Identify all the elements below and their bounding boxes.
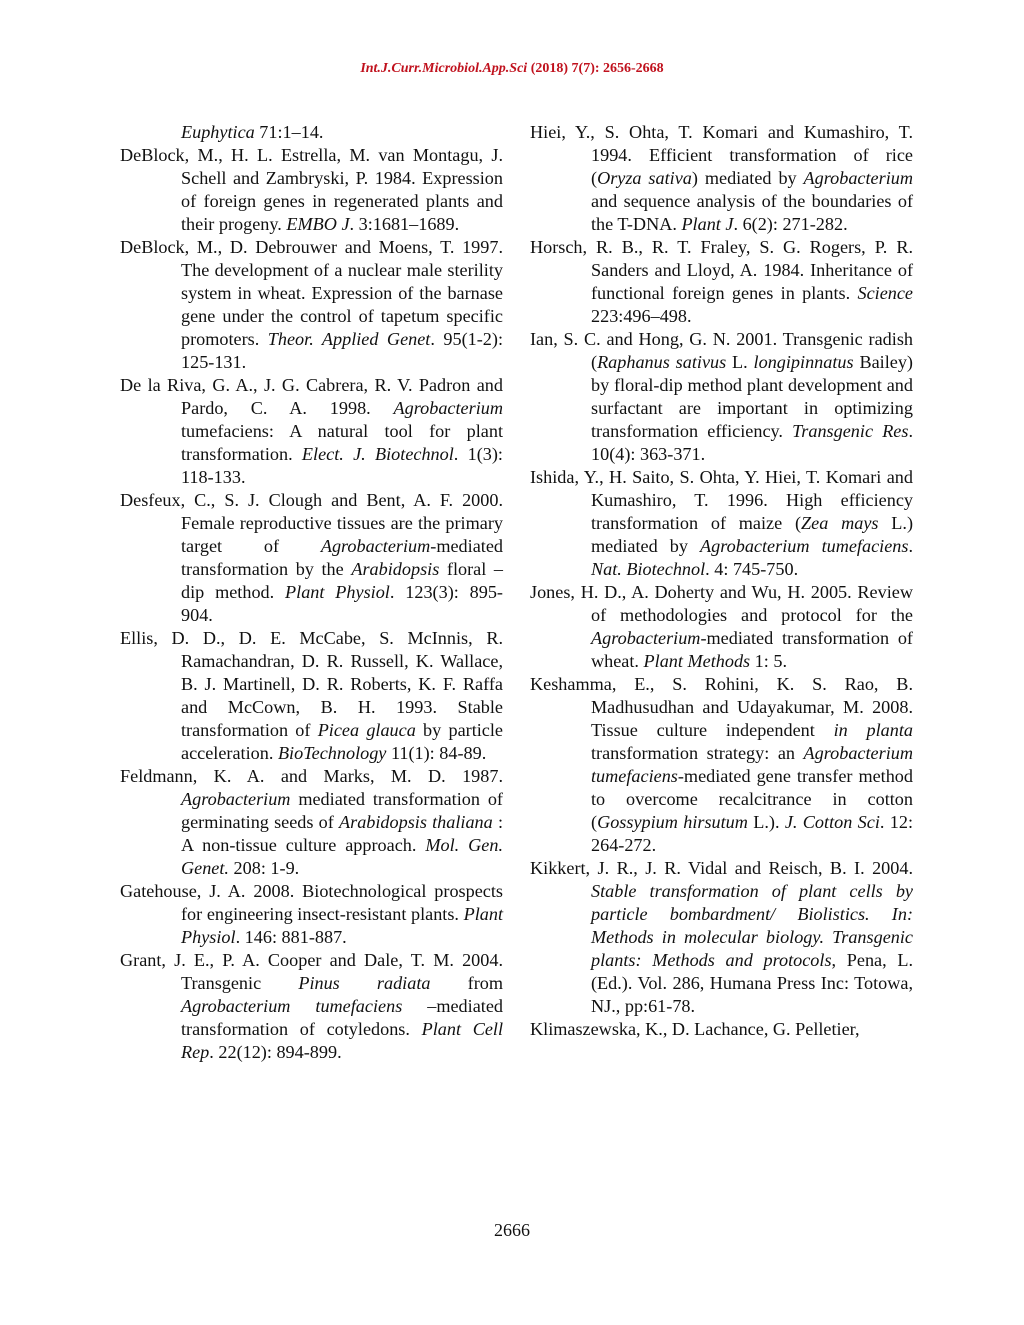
reference-entry: [120, 489, 503, 627]
reference-italic-text: Agrobacterium: [591, 628, 701, 648]
reference-italic-text: Nat. Biotechnol: [591, 559, 706, 579]
page-number: 2666: [494, 1220, 530, 1240]
reference-italic-text: Agrobacterium tumefaciens: [181, 996, 403, 1016]
references-right-column: [530, 121, 913, 1041]
reference-text: . 6(2): 271-282.: [733, 214, 848, 234]
reference-entry: [120, 765, 503, 880]
reference-text: ) mediated by: [691, 168, 804, 188]
reference-entry: [120, 949, 503, 1064]
reference-text: 11(1): 84-89.: [386, 743, 487, 763]
reference-text: by particle acceleration.: [181, 720, 503, 763]
reference-text: Ishida, Y., H. Saito, S. Ohta, Y. Hiei, T. Komari and Kumashiro, T. 1996. High efficiency transformation of maize (: [530, 467, 913, 533]
reference-text: Hiei, Y., S. Ohta, T. Komari and Kumashiro, T. 1994. Efficient transformation of rice (: [530, 122, 913, 188]
reference-text: Kikkert, J. R., J. R. Vidal and Reisch, B. I. 2004.: [530, 858, 913, 878]
reference-text: 71:1–14.: [254, 122, 324, 142]
reference-italic-text: Agrobacterium tumefaciens: [700, 536, 909, 556]
reference-text: Klimaszewska, K., D. Lachance, G. Pelletier,: [530, 1019, 860, 1039]
reference-italic-text: Raphanus sativus: [597, 352, 727, 372]
journal-issue: (2018) 7(7): 2656-2668: [527, 61, 664, 76]
reference-text: . 95(1-2): 125-131.: [181, 329, 503, 372]
reference-entry: [530, 857, 913, 1018]
reference-text: Ian, S. C. and Hong, G. N. 2001. Transgenic radish (: [530, 329, 913, 372]
reference-text: . 22(12): 894-899.: [209, 1042, 342, 1062]
reference-text: mediated transformation of germinating seeds of: [181, 789, 503, 832]
reference-entry: [530, 328, 913, 466]
reference-text: Ellis, D. D., D. E. McCabe, S. McInnis, R. Ramachandran, D. R. Russell, K. Wallace, B. J. Martinell, D. R. Roberts, K. F. Raffa and McCown, B. H. 1993. Stable transformation of: [120, 628, 503, 740]
reference-italic-text: Plant Physiol: [285, 582, 390, 602]
reference-italic-text: Plant Cell Rep: [181, 1019, 503, 1062]
reference-italic-text: Oryza sativa: [597, 168, 692, 188]
reference-text: Keshamma, E., S. Rohini, K. S. Rao, B. Madhusudhan and Udayakumar, M. 2008. Tissue culture independent: [530, 674, 913, 740]
reference-text: . 12: 264-272.: [591, 812, 913, 855]
reference-italic-text: Elect. J. Biotechnol: [301, 444, 454, 464]
reference-italic-text: BioTechnology: [277, 743, 387, 763]
reference-italic-text: Agrobacterium: [320, 536, 431, 556]
reference-text: DeBlock, M., D. Debrouwer and Moens, T. 1997. The development of a nuclear male sterility system in wheat. Expression of the barnase gene under the control of tapetum specific promoters.: [120, 237, 503, 349]
reference-text: .: [908, 536, 913, 556]
running-header: [0, 61, 1024, 77]
reference-text: DeBlock, M., H. L. Estrella, M. van Montagu, J. Schell and Zambryski, P. 1984. Expression of foreign genes in regenerated plants and their progeny.: [120, 145, 503, 234]
reference-text: Grant, J. E., P. A. Cooper and Dale, T. M. 2004. Transgenic: [120, 950, 503, 993]
reference-text: . 1(3): 118-133.: [181, 444, 503, 487]
reference-italic-text: Plant Methods: [643, 651, 751, 671]
reference-italic-text: Gossypium hirsutum: [597, 812, 748, 832]
reference-text: De la Riva, G. A., J. G. Cabrera, R. V. Padron and Pardo, C. A. 1998.: [120, 375, 503, 418]
reference-entry: [120, 374, 503, 489]
reference-text: -mediated gene transfer method to overcome recalcitrance in cotton (: [591, 766, 913, 832]
reference-entry: [530, 581, 913, 673]
reference-text: 1: 5.: [750, 651, 788, 671]
reference-entry: [120, 880, 503, 949]
reference-italic-text: Zea mays: [801, 513, 879, 533]
reference-text: Horsch, R. B., R. T. Fraley, S. G. Rogers, P. R. Sanders and Lloyd, A. 1984. Inheritance of functional foreign genes in plants.: [530, 237, 913, 303]
reference-entry: [530, 466, 913, 581]
reference-italic-text: Science: [857, 283, 913, 303]
reference-entry: [530, 673, 913, 857]
reference-italic-text: longipinnatus: [753, 352, 854, 372]
reference-italic-text: in planta: [833, 720, 913, 740]
reference-italic-text: Plant Physiol: [181, 904, 503, 947]
reference-text: . 10(4): 363-371.: [591, 421, 913, 464]
reference-italic-text: Arabidopsis: [351, 559, 440, 579]
reference-text: . 123(3): 895-904.: [181, 582, 503, 625]
reference-text: Jones, H. D., A. Doherty and Wu, H. 2005. Review of methodologies and protocol for the: [530, 582, 913, 625]
reference-entry: [530, 121, 913, 236]
reference-entry: [120, 144, 503, 236]
reference-text: 223:496–498.: [591, 306, 692, 326]
reference-text: from: [430, 973, 503, 993]
reference-text: L.: [726, 352, 754, 372]
reference-italic-text: Agrobacterium: [393, 398, 503, 418]
reference-text: –mediated transformation of cotyledons.: [181, 996, 503, 1039]
reference-italic-text: Transgenic Res: [792, 421, 909, 441]
reference-text: L.) mediated by: [591, 513, 913, 556]
reference-text: -mediated transformation by the: [181, 536, 503, 579]
reference-italic-text: J. Cotton Sci: [784, 812, 880, 832]
reference-text: and sequence analysis of the boundaries of the T-DNA.: [591, 191, 913, 234]
reference-text: tumefaciens: A natural tool for plant transformation.: [181, 421, 503, 464]
reference-text: Desfeux, C., S. J. Clough and Bent, A. F. 2000. Female reproductive tissues are the primary target of: [120, 490, 503, 556]
reference-italic-text: Pinus radiata: [298, 973, 431, 993]
reference-italic-text: Picea glauca: [317, 720, 416, 740]
reference-text: L.).: [747, 812, 785, 832]
reference-text: , Pena, L. (Ed.). Vol. 286, Humana Press Inc: Totowa, NJ., pp:61-78.: [591, 950, 913, 1016]
reference-italic-text: EMBO J: [286, 214, 350, 234]
reference-entry: [120, 236, 503, 374]
references-left-column: [120, 121, 503, 1064]
reference-text: : A non-tissue culture approach.: [181, 812, 503, 855]
reference-text: . 3:1681–1689.: [349, 214, 460, 234]
reference-text: . 146: 881-887.: [235, 927, 347, 947]
reference-entry: [530, 236, 913, 328]
reference-text: floral –dip method.: [181, 559, 504, 602]
reference-italic-text: Agrobacterium: [181, 789, 291, 809]
reference-entry: [120, 627, 503, 765]
reference-italic-text: Mol. Gen. Genet.: [181, 835, 503, 878]
reference-italic-text: Stable transformation of plant cells by particle bombardment/ Biolistics. In: Methods in molecular biology. Transgenic plants: Methods and protocols: [591, 881, 913, 970]
reference-italic-text: Plant J: [681, 214, 734, 234]
reference-text: transformation strategy: an: [591, 743, 804, 763]
reference-entry: [530, 1018, 913, 1041]
reference-italic-text: Theor. Applied Genet: [267, 329, 431, 349]
reference-text: Gatehouse, J. A. 2008. Biotechnological prospects for engineering insect-resistant plants.: [120, 881, 503, 924]
reference-italic-text: Arabidopsis thaliana: [339, 812, 493, 832]
reference-text: 208: 1-9.: [228, 858, 300, 878]
reference-italic-text: Agrobacterium tumefaciens: [591, 743, 913, 786]
reference-text: Bailey) by floral-dip method plant development and surfactant are important in optimizing transformation efficiency.: [591, 352, 913, 441]
journal-abbreviation: Int.J.Curr.Microbiol.App.Sci: [360, 61, 528, 76]
reference-italic-text: Agrobacterium: [803, 168, 913, 188]
reference-text: . 4: 745-750.: [705, 559, 799, 579]
reference-text: -mediated transformation of wheat.: [591, 628, 913, 671]
reference-italic-text: Euphytica: [181, 122, 255, 142]
reference-text: Feldmann, K. A. and Marks, M. D. 1987.: [120, 766, 503, 786]
reference-entry: [120, 121, 503, 144]
